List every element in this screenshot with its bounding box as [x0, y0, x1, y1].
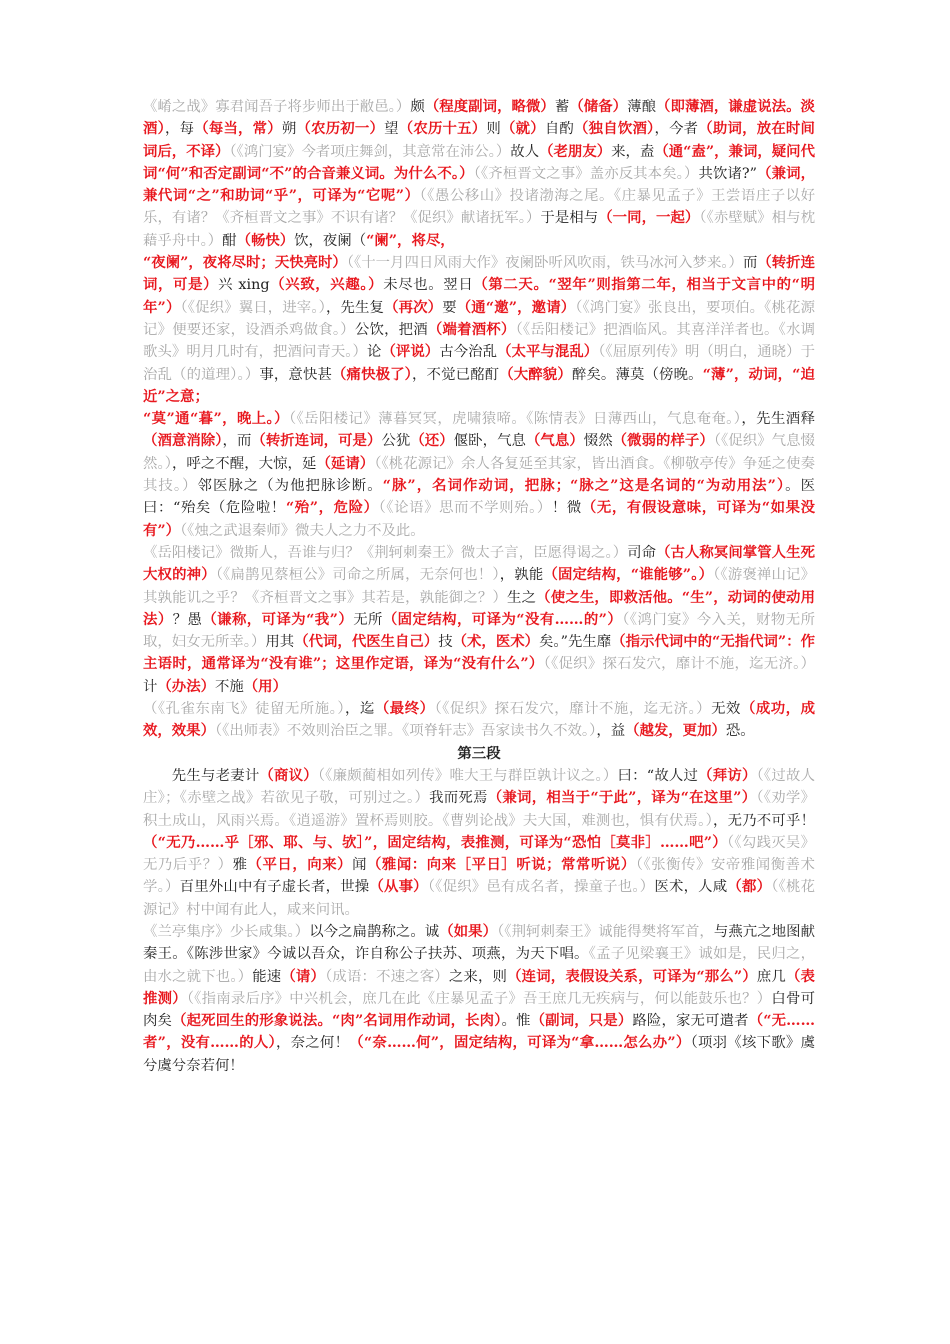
annotation-text: （平日，向来） [247, 856, 353, 874]
body-text: 来，盍 [611, 143, 655, 160]
body-text: 先生与老妻计 [171, 767, 260, 784]
body-text: ？愚 [172, 611, 203, 628]
annotation-text: （农历初一） [296, 120, 385, 138]
body-text: ，益 [596, 723, 626, 740]
citation-text: （《指南录后序》中兴机会，庶几在此《庄暴见孟子》吾王庶几无疾病与，何以能鼓乐也？） [186, 990, 772, 1007]
body-text: 技 [438, 634, 453, 651]
body-text: 我而死焉 [429, 790, 488, 807]
body-text: 饮，夜阑（ [294, 232, 367, 249]
body-text: ，今者 [654, 121, 699, 138]
citation-text: （《屈原列传》明（明白，通晓）于治乱（的道理）。） [143, 344, 815, 383]
annotation-text: （评说） [381, 343, 440, 361]
citation-text: （成语：不速之客） [325, 968, 449, 985]
citation-text: （《烛之武退秦师》微夫人之力不及此。 [180, 522, 425, 539]
body-text: 生之 [507, 589, 537, 606]
annotation-text: （农历十五） [398, 120, 487, 138]
annotation-text: （都） [727, 878, 772, 896]
body-text: ，无乃不可乎！ [712, 812, 816, 829]
annotation-text: （端着酒杯） [427, 320, 516, 338]
citation-text: （《鸿门宴》张良出，要项伯。《桃花源记》便要还家，设酒杀鸡做食。） [143, 299, 815, 338]
citation-text: （《促织》探石发穴，靡计不施，迄无济。） [434, 701, 712, 718]
annotation-text: （即薄酒，谦虚说法。淡酒） [143, 98, 815, 138]
body-text: 庶几 [756, 968, 786, 985]
annotation-text: （从事） [369, 878, 428, 896]
body-text: 邻医脉之（为他把脉诊断。 [197, 478, 383, 495]
annotation-text: “夜阑”，夜将尽时；天快亮时） [143, 254, 347, 272]
annotation-text: （通“盍”，兼词，疑问代词“何”和否定副词“不”的合音兼义词。为什么不。） [143, 142, 815, 182]
annotation-text: （“无……者”，没有……的人） [143, 1012, 815, 1052]
annotation-text: （兼词，相当于“于此”，译为“在这里”） [487, 789, 757, 807]
citation-text: （《促织》探石发穴，靡计不施，迄无济。） [543, 656, 815, 673]
citation-text: （《张衡传》安帝雅闻衡善术学。） [143, 857, 815, 896]
body-text: 故人 [510, 143, 540, 160]
body-text: 第三段 [457, 744, 501, 762]
annotation-text: （延请） [316, 454, 375, 472]
body-text: ，每 [165, 121, 195, 138]
annotation-text: （一同，一起） [598, 209, 700, 227]
body-text: 偃卧，气息 [453, 433, 526, 450]
body-text: 未尽也。翌日 [383, 277, 474, 294]
annotation-text: （商议） [259, 766, 318, 784]
annotation-text: （每当，常） [194, 120, 282, 138]
citation-text: （《出师表》不效则治臣之罪。《项脊轩志》吾家读书久不效。） [214, 723, 597, 740]
body-text: ，呼之不醒，大惊，延 [171, 455, 317, 472]
body-text: 路险，家无可遣者 [632, 1013, 749, 1030]
annotation-text: （最终） [374, 700, 435, 718]
annotation-text: （拜访） [698, 766, 757, 784]
body-text: 而 [742, 255, 758, 272]
body-text: ，不觉已酩酊 [412, 366, 500, 383]
annotation-text: （畅快） [236, 231, 295, 249]
body-text: 曰：“故人过 [617, 767, 699, 784]
body-text: ，迄 [345, 701, 375, 718]
body-text: 酣 [222, 232, 237, 249]
annotation-text: （兴致，兴趣。） [269, 276, 384, 294]
body-text: 论 [367, 344, 382, 361]
citation-text: （《荆轲刺秦王》诚能得樊将军首， [497, 923, 714, 940]
body-text: ，先生复 [325, 299, 385, 316]
body-text: 颇 [410, 99, 425, 115]
annotation-text: （固定结构，“谁能够”。） [543, 566, 714, 584]
annotated-paragraph [143, 765, 815, 1077]
citation-text: （《促织》邑有成名者，操童子也。） [427, 879, 655, 896]
body-text: 于是相与 [540, 210, 599, 227]
annotation-text: （指示代词中的“无指代词”：作主语时，通常译为“没有谁”；这里作定语，译为“没有什么”） [143, 633, 815, 673]
body-text: ，而 [222, 433, 252, 450]
annotation-text: （程度副词，略微） [424, 98, 555, 115]
citation-text: （《鸿门宴》今者项庄舞剑，其意常在沛公。） [229, 143, 511, 160]
citation-text: （《愚公移山》投诸渤海之尾。《庄暴见孟子》王尝语庄子以好乐，有诸？《齐桓晋文之事》不识有诸？《促织》献诸抚军。） [143, 188, 816, 227]
document-page [143, 96, 815, 1077]
citation-text: （《游褒禅山记》其孰能讥之乎？《齐桓晋文之事》其若是，孰能御之？） [143, 567, 815, 606]
citation-text: 《兰亭集序》少长咸集。） [143, 923, 310, 940]
body-text: 恐。 [725, 723, 755, 740]
annotation-text: （办法） [157, 677, 215, 695]
annotation-text: “薄”，动词，“迫近”之意； [143, 365, 815, 405]
body-text: ，先生酒释 [741, 411, 815, 428]
annotation-text: （太平与混乱） [497, 343, 599, 361]
citation-text: 《崤之战》寡君闻吾子将步师出于敝邑。） [143, 99, 411, 115]
body-text: 。惟 [501, 1013, 531, 1030]
annotation-text: （独自饮酒） [574, 120, 655, 138]
annotation-text: （大醉貌） [499, 365, 572, 383]
body-text: 白骨可肉矣 [143, 990, 815, 1030]
annotation-text: （请） [281, 967, 326, 985]
annotation-text: （成功，成效，效果） [143, 700, 815, 740]
section-heading [143, 743, 815, 765]
body-text: 用其 [265, 634, 295, 651]
annotation-text: （转折连词，可是） [251, 432, 382, 450]
body-text: 之来，则 [448, 968, 508, 985]
body-text: 自酌 [544, 121, 575, 138]
annotation-text: “脉”，名词作动词，把脉；“脉之”这是名词的“为动用法”） [382, 477, 786, 495]
annotation-text: （代词，代医生自己） [294, 633, 439, 651]
body-text: 事，意快甚 [259, 366, 333, 383]
citation-text: （《论语》思而不学则殆。） [378, 500, 552, 517]
body-text: 古今治乱 [439, 344, 498, 361]
body-text: 要 [442, 299, 457, 316]
citation-text: （《鸿门宴》今入关，财物无所取，妇女无所幸。） [143, 611, 815, 651]
annotation-text: （微弱的样子） [612, 432, 714, 450]
annotation-text: （雅闻：向来［平日］听说；常常听说） [367, 856, 636, 874]
annotation-text: （无，有假设意味，可译为“如果没有”） [143, 499, 815, 539]
body-text: 薄酿 [627, 99, 657, 115]
body-text: 雅 [232, 857, 248, 874]
body-text: 闻 [352, 857, 367, 874]
body-text: 共饮诸?” [698, 165, 758, 182]
citation-text: （《促织》翼日，进宰。） [180, 299, 326, 316]
body-text: 醉矣。薄莫（傍晚。 [571, 366, 703, 383]
body-text: ，奈之何！ [275, 1035, 350, 1052]
citation-text: （《过故人庄》；《赤壁之战》若欲见子敬，可别过之。） [143, 767, 815, 807]
body-text: 无效 [711, 701, 741, 718]
annotation-text: （连词，表假设关系，可译为“那么”） [507, 967, 757, 985]
body-text: ，孰能 [499, 567, 544, 584]
body-text: 朔 [281, 121, 297, 138]
annotation-text: （谦称，可译为“我”） [202, 610, 354, 628]
annotation-text: （固定结构，可译为“没有……的”） [382, 610, 623, 628]
body-text: 则 [486, 121, 501, 138]
body-text: 以今之扁鹊称之。诚 [309, 923, 440, 940]
citation-text: （《桃花源记》余人各复延至其家，皆出酒食。《柳敬亭传》争延之使奏其技。） [143, 455, 815, 495]
annotation-text: （助词，放在时间词后，不译） [143, 120, 815, 160]
body-text: 医术，人咸 [654, 879, 728, 896]
body-text: 与燕亢之地图献秦王。《陈涉世家》今诚以吾众，诈自称公子扶苏、项燕，为天下唱。 [143, 923, 815, 963]
citation-text: （《十一月四日风雨大作》夜阑卧听风吹雨，铁马冰河入梦来。） [346, 255, 743, 272]
annotation-text: （老朋友） [539, 142, 612, 160]
body-text: 公饮，把酒 [354, 321, 428, 338]
annotation-text: （使之生，即救活他。“生”，动词的使动用法） [143, 588, 815, 628]
citation-text: （《桃花源记》村中闻有此人，咸来问讯。 [143, 879, 815, 918]
citation-text: （《孔雀东南飞》徒留无所施。） [143, 701, 346, 718]
body-text: 司命 [627, 544, 657, 561]
annotation-text: （还） [410, 432, 454, 450]
annotated-paragraph [143, 96, 815, 743]
annotation-text: “殆”，危险） [285, 499, 379, 517]
citation-text: （《劝学》积土成山，风雨兴焉。《逍遥游》置杯焉则胶。《曹刿论战》夫大国，难测也，惧有伏焉。） [143, 790, 815, 829]
body-text: 百里外山中有子虚长者，世操 [179, 879, 370, 896]
body-text: ！微 [551, 500, 582, 517]
body-text: 无所 [353, 611, 383, 628]
annotation-text: “阑”，将尽， [366, 231, 455, 249]
body-text: （项羽《垓下歌》虞兮虞兮奈若何！ [143, 1035, 815, 1074]
body-text: 能速 [252, 968, 282, 985]
annotation-text: “莫”通“暮”，晚上。） [143, 410, 289, 428]
citation-text: （《扁鹊见蔡桓公》司命之所属，无奈何也！） [215, 567, 500, 584]
annotation-text: （痛快极了） [332, 365, 413, 383]
annotation-text: （气息） [525, 432, 584, 450]
annotation-text: （第二天。“翌年”则指第二年，相当于文言中的“明年”） [143, 276, 815, 316]
citation-text: （《廉颇蔺相如列传》唯大王与群臣孰计议之。） [317, 767, 618, 784]
annotation-text: （表推测） [143, 967, 815, 1007]
body-text: 不施 [214, 678, 244, 695]
citation-text: （《岳阳楼记》把酒临风。其喜洋洋者也。《水调歌头》明月几时有，把酒问青天。） [143, 321, 815, 361]
annotation-text: （“奈……何”，固定结构，可译为“拿……怎么办”） [349, 1034, 691, 1052]
citation-text: （《岳阳楼记》薄暮冥冥，虎啸猿啼。《陈情表》日薄西山，气息奄奄。） [288, 411, 742, 428]
annotation-text: （如果） [439, 922, 498, 940]
body-text: 计 [143, 678, 158, 695]
citation-text: （《齐桓晋文之事》盖亦反其本矣。） [473, 165, 699, 182]
body-text: 矣。”先生靡 [539, 634, 612, 651]
citation-text: （《赤壁赋》相与枕藉乎舟中。） [143, 210, 815, 249]
body-text: 惙然 [583, 433, 613, 450]
citation-text: （《促织》气息惙然。） [143, 433, 815, 472]
citation-text: 《岳阳楼记》微斯人，吾谁与归？《荆轲刺秦王》微太子言，臣愿得谒之。） [143, 544, 628, 561]
annotation-text: （转折连词，可是） [143, 254, 815, 294]
annotation-text: （就） [500, 120, 545, 138]
body-text: 公犹 [381, 433, 411, 450]
citation-text: 《孟子见梁襄王》诚如是，民归之，由水之就下也。） [143, 946, 815, 985]
annotation-text: （术，医术） [452, 633, 540, 651]
annotation-text: （起死回生的形象说法。“肉”名词用作动词，长肉） [172, 1012, 502, 1030]
annotation-text: （酒意消除） [143, 432, 223, 450]
body-text: 兴 xing [218, 277, 270, 294]
annotation-text: （兼词，兼代词“之”和助词“乎”，可译为“它呢”） [143, 164, 815, 205]
annotation-text: （古人称冥间掌管人生死大权的神） [143, 543, 815, 584]
body-text: 望 [384, 121, 399, 138]
citation-text: （《勾践灭吴》无乃后乎？） [143, 834, 815, 874]
annotation-text: （副词，只是） [530, 1012, 633, 1030]
annotation-text: （越发，更加） [625, 722, 726, 740]
annotation-text: （“无乃……乎［邪、耶、与、欤］”，固定结构，表推测，可译为“恐怕［莫非］……吧”） [143, 833, 727, 851]
annotation-text: （储备） [569, 98, 628, 115]
body-text: 。医曰：“殆矣（危险啦！ [143, 478, 815, 517]
body-text: 蓄 [554, 99, 570, 115]
annotation-text: （用） [243, 677, 287, 695]
annotation-text: （通“邀”，邀请） [456, 298, 576, 316]
annotation-text: （再次） [384, 298, 443, 316]
